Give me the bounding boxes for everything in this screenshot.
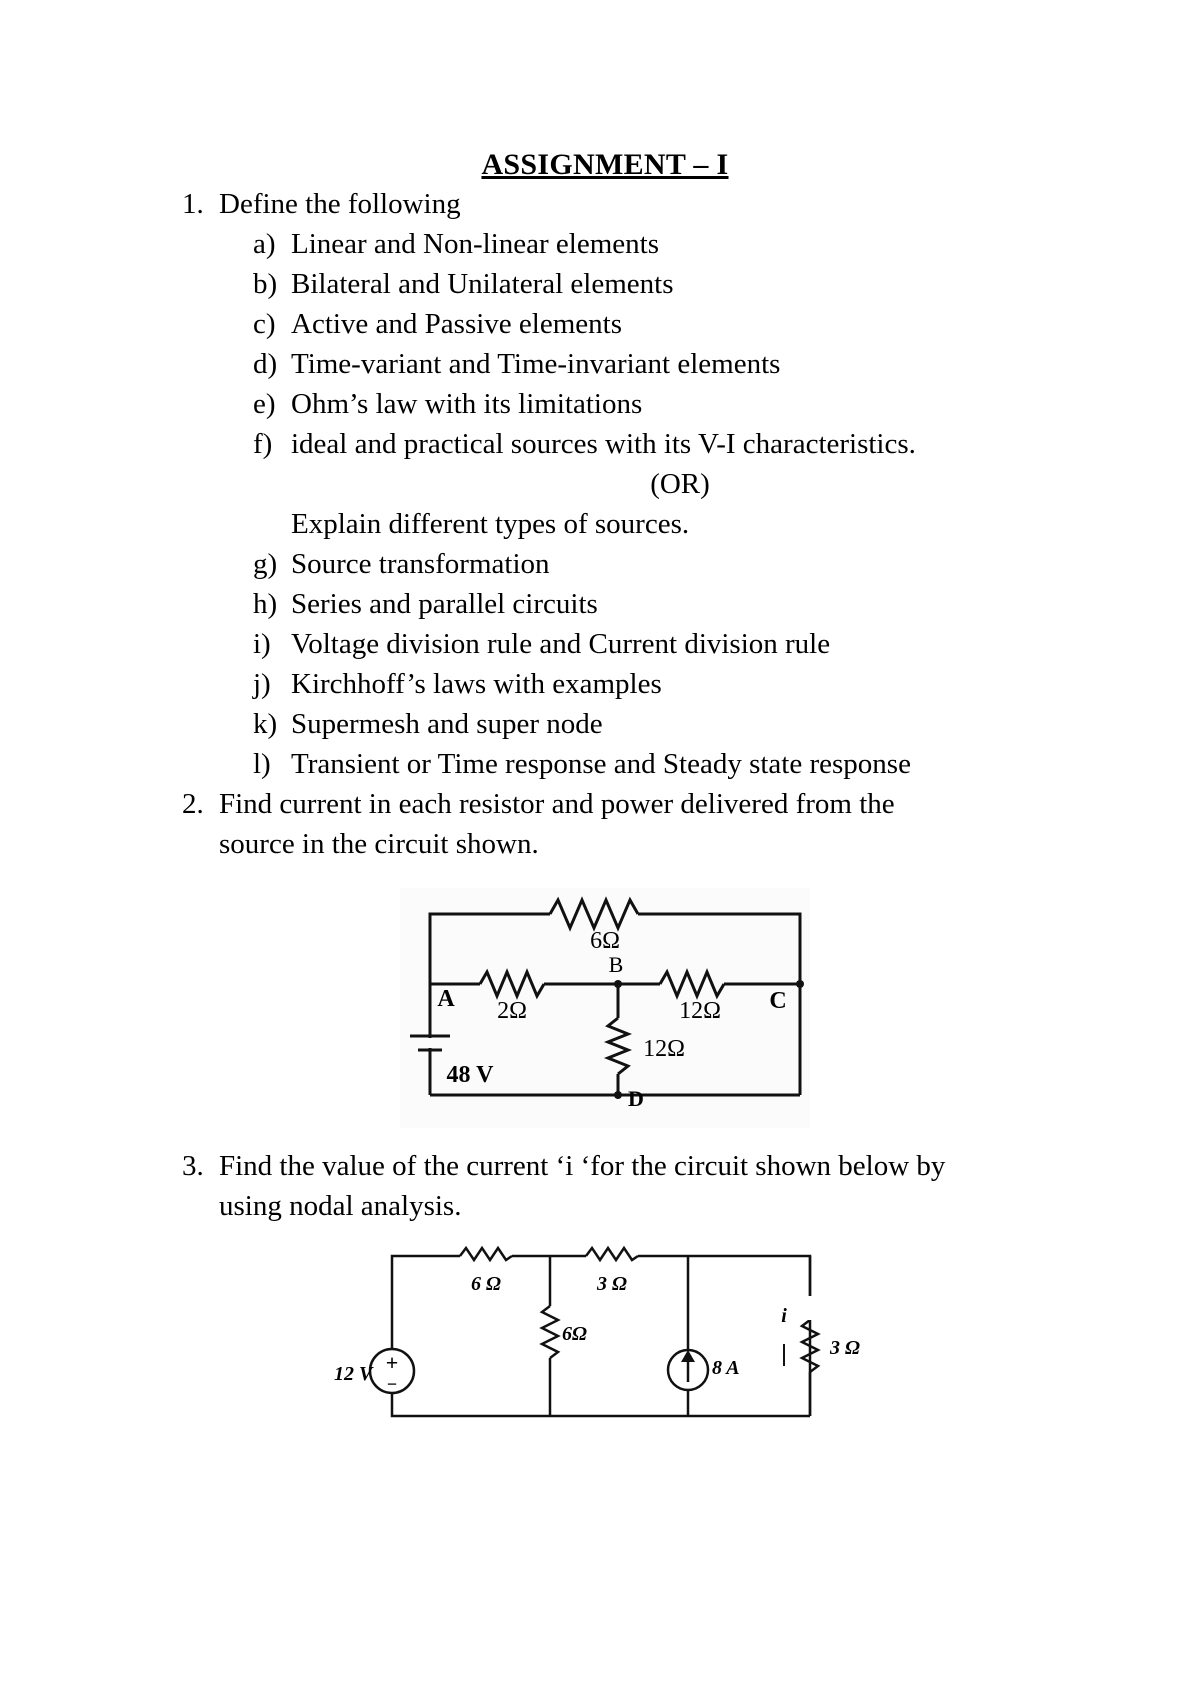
item-text: Ohm’s law with its limitations xyxy=(291,388,643,420)
question-text: Define the following xyxy=(219,188,461,220)
item-label: i) xyxy=(253,628,271,660)
wire-top-right xyxy=(638,1256,810,1416)
resistor-6ohm-shunt xyxy=(542,1306,558,1358)
node-d-dot xyxy=(614,1091,622,1099)
label-current-i: i xyxy=(781,1305,787,1327)
node-b-dot xyxy=(614,980,622,988)
question-number: 1. xyxy=(182,188,204,220)
label-node-d: D xyxy=(628,1086,644,1111)
label-r-bc: 12Ω xyxy=(679,998,721,1024)
item-label: g) xyxy=(253,548,278,580)
circuit-diagram-2 xyxy=(300,1236,900,1436)
circuit-diagram-1 xyxy=(400,888,810,1128)
label-minus: − xyxy=(386,1374,398,1394)
item-text: Transient or Time response and Steady state response xyxy=(291,748,911,780)
assignment-title: ASSIGNMENT – I xyxy=(481,148,729,181)
item-label: h) xyxy=(253,588,278,620)
label-node-a: A xyxy=(437,986,455,1012)
label-r-load: 3 Ω xyxy=(830,1337,860,1359)
item-text: Voltage division rule and Current division rule xyxy=(291,628,831,660)
item-text: Series and parallel circuits xyxy=(291,588,598,620)
list-item xyxy=(0,226,1200,262)
item-text: Kirchhoff’s laws with examples xyxy=(291,668,662,700)
item-text: Bilateral and Unilateral elements xyxy=(291,268,674,300)
alternate-text: Explain different types of sources. xyxy=(291,508,690,540)
item-label: l) xyxy=(253,748,271,780)
list-item xyxy=(0,266,1200,302)
list-item xyxy=(0,346,1200,382)
wire-left-bottom xyxy=(392,1382,810,1416)
list-item xyxy=(0,386,1200,422)
item-label: b) xyxy=(253,268,278,300)
item-text: Supermesh and super node xyxy=(291,708,603,740)
item-text: ideal and practical sources with its V-I characteristics. xyxy=(291,428,916,460)
wire-left-top xyxy=(392,1256,460,1360)
list-item xyxy=(0,706,1200,742)
or-text: (OR) xyxy=(650,468,710,500)
label-r-top2: 3 Ω xyxy=(597,1273,627,1295)
question-text-line-2: source in the circuit shown. xyxy=(219,828,539,860)
item-text: Linear and Non-linear elements xyxy=(291,228,659,260)
label-plus: + xyxy=(385,1350,399,1375)
question-text-line-1: Find current in each resistor and power delivered from the xyxy=(219,788,895,820)
label-node-c: C xyxy=(769,988,787,1014)
label-r-top1: 6 Ω xyxy=(471,1273,501,1295)
node-c-dot xyxy=(796,980,804,988)
or-separator xyxy=(0,466,1200,502)
label-r-bd: 12Ω xyxy=(643,1036,685,1062)
label-node-b: B xyxy=(608,952,624,977)
question-number: 3. xyxy=(182,1150,204,1182)
label-top-resistor: 6Ω xyxy=(590,928,620,954)
label-current-source: 8 A xyxy=(712,1357,740,1379)
question-number: 2. xyxy=(182,788,204,820)
label-voltage-source: 12 V xyxy=(334,1363,373,1385)
item-label: c) xyxy=(253,308,276,340)
item-label: e) xyxy=(253,388,276,420)
item-text: Source transformation xyxy=(291,548,550,580)
label-source: 48 V xyxy=(446,1062,494,1088)
item-label: f) xyxy=(253,428,273,460)
list-item xyxy=(0,426,1200,462)
alternate-question xyxy=(0,506,1200,542)
item-label: k) xyxy=(253,708,278,740)
item-text: Active and Passive elements xyxy=(291,308,622,340)
question-text-line-1: Find the value of the current ‘i ‘for the circuit shown below by xyxy=(219,1150,946,1182)
label-r-ab: 2Ω xyxy=(497,998,527,1024)
list-item xyxy=(0,666,1200,702)
list-item xyxy=(0,586,1200,622)
item-label: j) xyxy=(253,668,271,700)
list-item xyxy=(0,546,1200,582)
resistor-3ohm-top xyxy=(586,1248,638,1260)
list-item xyxy=(0,626,1200,662)
list-item xyxy=(0,746,1200,782)
item-label: d) xyxy=(253,348,278,380)
label-r-shunt: 6Ω xyxy=(562,1323,587,1345)
question-text-line-2: using nodal analysis. xyxy=(219,1190,462,1222)
item-label: a) xyxy=(253,228,276,260)
resistor-6ohm-top xyxy=(460,1248,512,1260)
list-item xyxy=(0,306,1200,342)
item-text: Time-variant and Time-invariant elements xyxy=(291,348,781,380)
